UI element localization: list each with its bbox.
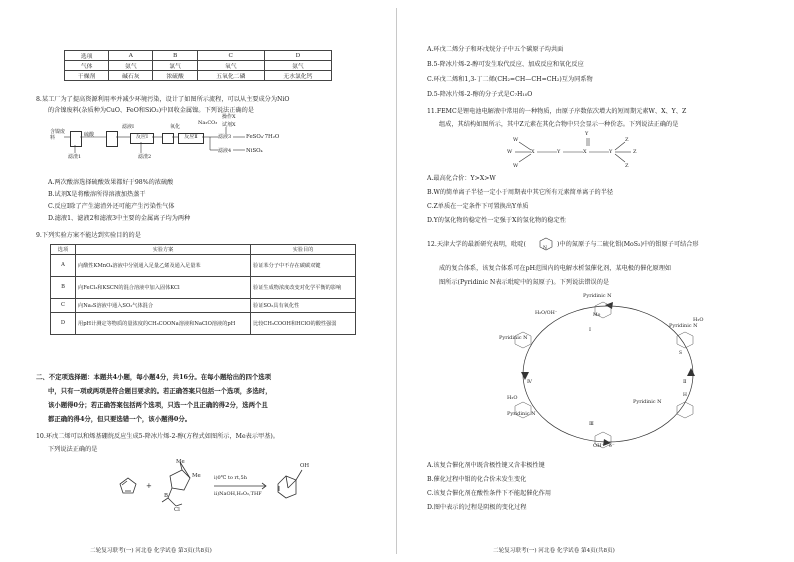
right-footer: 二轮复习联考(一) 河北卷 化学试卷 第4页(共8页)	[493, 548, 615, 554]
q10-option-d: D.5-降冰片烯-2-醇的分子式是C₇H₁₀O	[427, 91, 533, 98]
table-header: 实验目的	[251, 245, 356, 255]
reaction-me-1: Me	[176, 459, 185, 465]
label-pyridinic-left-top: Pyridinic N	[499, 335, 528, 341]
reaction-condition-2: ii)NaOH,H₂O₂,THF	[214, 491, 262, 497]
q10-stem-1: 10.环戊二烯可以和烯基硼烷反应生成5-降冰片烯-2-醇(方程式如图所示，Me表示甲基)。	[36, 433, 279, 440]
table-cell: 浓硫酸	[153, 71, 197, 81]
flow-na2co3: Na₂CO₃	[198, 120, 218, 126]
q11-option-d: D.Y的氢化物的稳定性一定强于X的氢化物的稳定性	[427, 217, 566, 224]
reaction-cl: Cl	[174, 507, 180, 513]
table-cell: 五氧化二磷	[197, 71, 264, 81]
flow-acid: 硫酸	[84, 132, 95, 138]
label-pyridinic-top: Pyridinic N	[583, 293, 612, 299]
table-cell: 向Na₂S溶液中通入SO₂气体混合	[76, 298, 251, 312]
table-row	[51, 298, 356, 312]
atom-y: Y	[609, 149, 613, 155]
label-electron: e⁻	[609, 443, 615, 449]
table-cell: 氨气	[109, 61, 153, 71]
label-mo: Mo	[593, 313, 601, 318]
q11-option-b: B.W的简单离子半径一定小于周期表中其它所有元素简单离子的半径	[427, 189, 614, 196]
section2-line-3: 该小题得0分；若正确答案包括两个选项，只选一个且正确的得2分，选两个且	[48, 401, 268, 409]
q10-option-c: C.环戊二烯和1,3-丁二烯(CH₂=CH—CH=CH₂)互为同系物	[427, 76, 593, 83]
q8-option-b: B.试剂X是将酸溶所得溶液加热蒸干	[48, 191, 146, 198]
q10-option-b: B.5-降冰片烯-2-醇可发生取代反应、加成反应和氧化反应	[427, 61, 584, 68]
q8-stem-2: 的含镍废料(杂质种为CuO、FeO和SiO₂)中回收金属镍。下列说法正确的是	[48, 107, 254, 114]
q10-option-a: A.环戊二烯分子和环戊烷分子中五个碳原子均共面	[427, 46, 564, 53]
flow-filtrate-4: 滤液4	[218, 148, 232, 154]
atom-w: W	[507, 149, 513, 155]
table-row	[65, 61, 332, 71]
left-footer: 二轮复习联考(一) 河北卷 化学试卷 第3页(共8页)	[90, 548, 212, 554]
label-h2o-right: H₂O	[693, 317, 704, 323]
flow-residue-1: 滤渣1	[68, 154, 82, 160]
table-cell: 验证苯分子中不存在碳碳双键	[251, 254, 356, 276]
q8-option-a: A.两次酸溶选择硫酸效果都好于98%的浓硫酸	[48, 179, 174, 186]
table-cell: 验证SO₂具有氧化性	[251, 298, 356, 312]
table-cell: 选项	[65, 51, 109, 61]
flow-residue-2: 滤渣2	[138, 154, 152, 160]
flow-filtrate-1: 滤液Ⅰ	[122, 124, 134, 130]
q11-stem-1: 11.FEMC是锂电池电解液中常用的一种物质，由原子序数依次增大的短周期元素W、X、Y、Z	[427, 108, 687, 115]
label-h: H	[683, 393, 687, 398]
q10-reaction	[110, 458, 340, 528]
section2-line-2: 中，只有一项或两项是符合题目要求的。若正确答案只包括一个选项，多选时，	[48, 387, 272, 395]
label-roman-2: Ⅱ	[683, 379, 687, 385]
q11-option-a: A.最高化合价：Y>X>W	[427, 175, 496, 182]
q8-flowchart	[50, 114, 340, 169]
label-pyridinic-right: Pyridinic N	[669, 323, 698, 329]
flow-oxidize: 氧化	[170, 124, 181, 130]
flow-arrows	[50, 117, 340, 169]
reaction-plus: +	[146, 482, 152, 490]
atom-z: Z	[625, 163, 629, 169]
atom-w: W	[513, 137, 519, 143]
table-cell: 无水氯化钙	[264, 71, 331, 81]
table-cell: 氧气	[197, 61, 264, 71]
q12-option-a: A.该复合催化剂中既含极性键又含非极性键	[427, 462, 545, 469]
gas-dryer-table	[64, 50, 332, 81]
atom-z: Z	[625, 137, 629, 143]
atom-w: W	[513, 163, 519, 169]
table-cell: A	[109, 51, 153, 61]
table-row	[51, 245, 356, 255]
section2-line-1: 二、不定项选择题：本题共4小题，每小题4分，共16分。在每小题给出的四个选项	[36, 373, 272, 381]
q9-table	[50, 244, 356, 335]
section2-line-4: 都正确的得4分，但只要选错一个，该小题得0分。	[48, 415, 192, 423]
q9-stem: 9.下列实验方案不能达到实验目的的是	[36, 232, 141, 239]
table-cell: 干燥剂	[65, 71, 109, 81]
q8-stem-1: 8.某工厂为了提高资源利用率并减少环境污染，设计了如图所示流程，可以从主要成分为NiO	[36, 96, 290, 103]
table-cell: 氨气	[264, 61, 331, 71]
table-row	[65, 51, 332, 61]
table-cell: C	[51, 298, 76, 312]
right-page	[397, 0, 794, 562]
label-roman-4: Ⅳ	[527, 379, 532, 385]
flow-reagent-x: 操作X	[222, 114, 236, 120]
table-cell: 向FeCl₃和KSCN的混合溶液中加入固体KCl	[76, 276, 251, 298]
q12-option-d: D.图中表示的过程是阴极的变化过程	[427, 504, 527, 511]
table-cell: B	[153, 51, 197, 61]
table-cell: 用pH计测定等物质的量浓度的CH₃COONa溶液和NaClO溶液的pH	[76, 312, 251, 334]
q8-option-c: C.反应Ⅰ除了产生滤渣外还可能产生污染性气体	[48, 203, 175, 210]
table-cell: A	[51, 254, 76, 276]
table-row	[65, 71, 332, 81]
label-s: S	[679, 351, 683, 356]
table-header: 实验方案	[76, 245, 251, 255]
q12-option-b: B.催化过程中钼的化合价未发生变化	[427, 476, 527, 483]
label-pyridinic-left: Pyridinic N	[507, 411, 536, 417]
table-cell: D	[51, 312, 76, 334]
table-cell: 氯气	[153, 61, 197, 71]
q12-catalytic-cycle	[493, 292, 723, 457]
flow-feed: 含镍废料	[50, 129, 66, 141]
label-roman-3: Ⅲ	[589, 421, 594, 427]
q12-stem-3: 图所示(Pyridinic N表示吡啶中的氮原子)。下列说法错误的是	[439, 279, 610, 286]
table-row	[51, 312, 356, 334]
table-cell: C	[197, 51, 264, 61]
atom-x: X	[531, 149, 535, 155]
reaction-boron: B	[164, 493, 168, 499]
pyridine-n: N	[543, 246, 547, 251]
flow-product-fe: FeSO₄·7H₂O	[246, 134, 280, 140]
table-row	[51, 254, 356, 276]
flow-reagent: 试剂X	[222, 122, 236, 128]
table-cell: 气体	[65, 61, 109, 71]
label-oh-bottom: OH⁻	[593, 443, 605, 449]
table-cell: B	[51, 276, 76, 298]
q11-structure	[505, 131, 655, 174]
table-cell: 验证生成物浓度改变对化学平衡的影响	[251, 276, 356, 298]
q12-stem-2: 成的复合体系，该复合体系可在pH范围内的电解水析氢催化剂，某电极的催化原理如	[439, 265, 672, 272]
cycle-diagram	[493, 292, 723, 457]
table-cell: 比较CH₃COOH和HClO的酸性强弱	[251, 312, 356, 334]
q12-stem-1b: )中的氮原子与二硫化钼(MoS₂)中的钼原子可结合形	[557, 241, 699, 248]
table-cell: D	[264, 51, 331, 61]
q8-option-d: D.滤液1、滤液2和滤液3中主要的金属离子均为两种	[48, 215, 191, 222]
atom-y: Y	[585, 131, 589, 137]
atom-y: Y	[557, 149, 561, 155]
table-cell: 向酸性KMnO₄溶液中分别通入足量乙烯及通入足量苯	[76, 254, 251, 276]
table-cell: 碱石灰	[109, 71, 153, 81]
flow-reaction-2: 反应Ⅱ	[178, 133, 204, 144]
label-roman-1: Ⅰ	[589, 327, 591, 333]
reaction-me-2: Me	[192, 473, 201, 479]
q10-stem-2: 下列说法正确的是	[48, 446, 98, 453]
reaction-oh: OH	[300, 463, 310, 469]
q12-option-c: C.该复合催化剂在酸性条件下不能起催化作用	[427, 490, 552, 497]
table-header: 选项	[51, 245, 76, 255]
label-h2o-left: H₂O	[507, 395, 518, 401]
flow-reaction-1: 反应Ⅰ	[130, 133, 154, 144]
q11-stem-2: 组成，其结构如图所示，其中Z元素在其化合物中只会显示一种价态。下列说法正确的是	[439, 121, 679, 128]
q12-stem-1a: 12.天津大学的最新研究表明，吡啶(	[427, 241, 526, 248]
flow-filtrate-3: 滤液3	[218, 134, 232, 140]
atom-z: Z	[633, 149, 637, 155]
reaction-condition-1: i)0℃ to rt,5h	[214, 475, 247, 481]
label-h2o-oh: H₂O/OH⁻	[535, 311, 558, 316]
flow-product-ni: NiSO₄	[246, 148, 263, 154]
atom-x: X	[583, 149, 587, 155]
table-row	[51, 276, 356, 298]
q11-option-c: C.Z单质在一定条件下可置换出Y单质	[427, 203, 529, 210]
label-pyridinic-bottom: Pyridinic N	[633, 399, 662, 405]
